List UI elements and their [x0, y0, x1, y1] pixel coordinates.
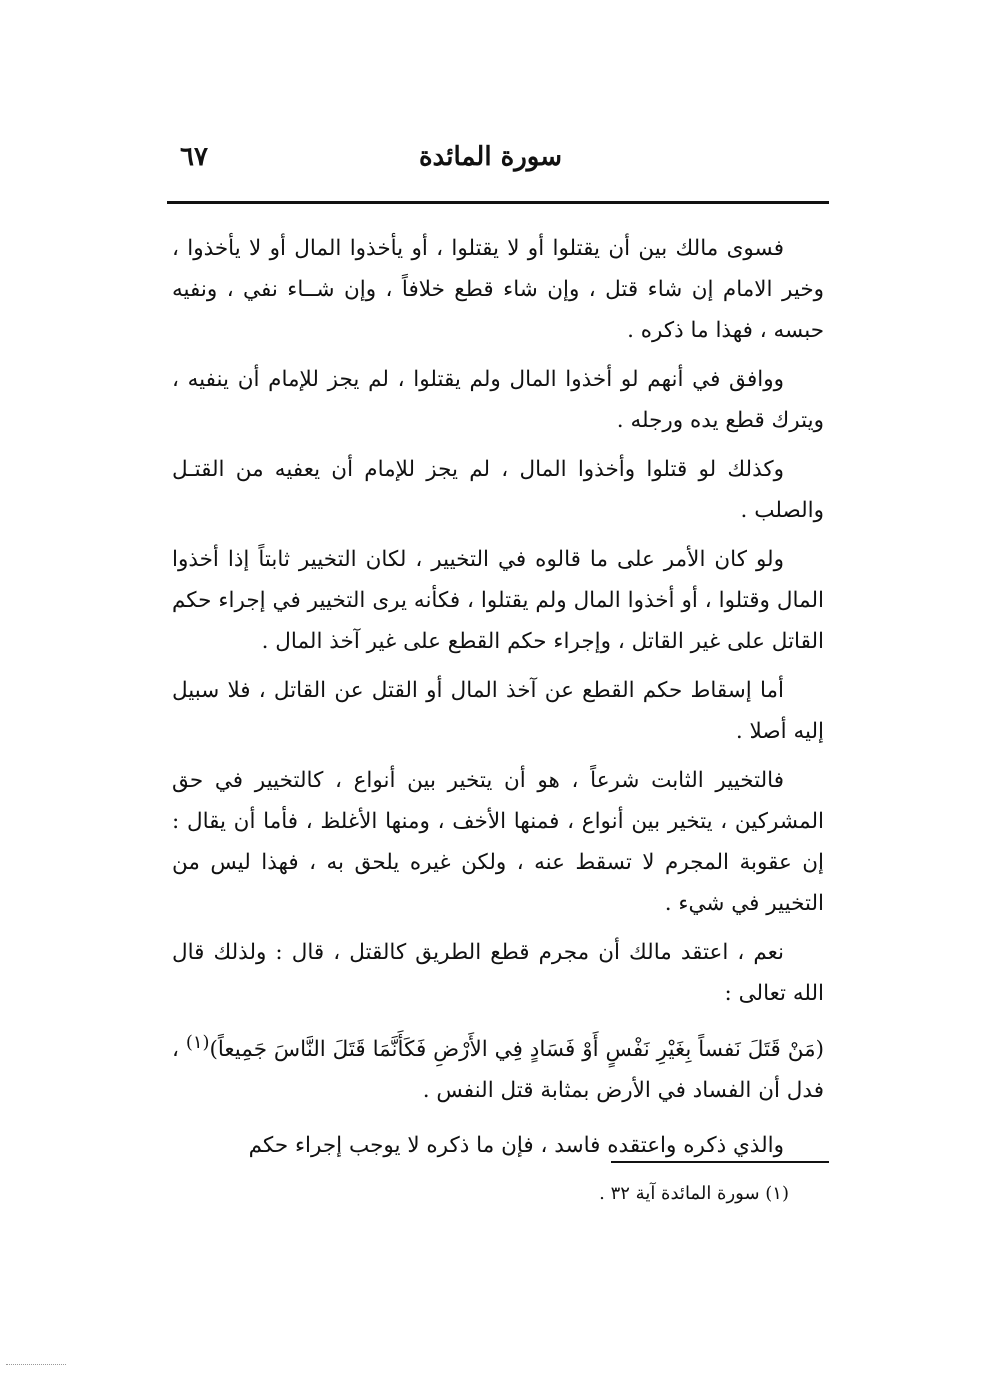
header-rule: [167, 201, 829, 204]
footnote: (١) سورة المائدة آية ٣٢ .: [599, 1183, 789, 1204]
footnote-rule: [611, 1161, 829, 1163]
paragraph: والذي ذكره واعتقده فاسد ، فإن ما ذكره لا يوجب إجراء حكم: [248, 1133, 784, 1159]
running-title: سورة المائدة: [418, 142, 562, 172]
paragraph: أما إسقاط حكم القطع عن آخذ المال أو القتل عن القاتل ، فلا سبيل إليه أصلا .: [172, 678, 824, 744]
page-number: ٦٧: [180, 142, 208, 172]
paragraph: ولو كان الأمر على ما قالوه في التخيير ، لكان التخيير ثابتاً إذا أخذوا المال وقتلوا ، أو أخذوا المال ولم يقتلوا ، فكأنه يرى التخيير في إجراء حكم القاتل على غير القاتل ، وإجراء حكم القطع على غير آخذ المال .: [172, 547, 824, 654]
page-header: [172, 138, 832, 190]
paragraph: فالتخيير الثابت شرعاً ، هو أن يتخير بين أنواع ، كالتخيير في حق المشركين ، يتخير بين أنواع ، فمنها الأخف ، ومنها الأغلظ ، فأما أن يقال : إن عقوبة المجرم لا تسقط عنه ، ولكن غيره يلحق به ، فهذا ليس من التخيير في شيء .: [172, 768, 824, 916]
footnote-marker: (١): [185, 1032, 210, 1053]
paragraph: ووافق في أنهم لو أخذوا المال ولم يقتلوا ، لم يجز للإمام أن ينفيه ، ويترك قطع يده ورجله .: [172, 367, 824, 433]
quote-after: ، فدل أن الفساد في الأرض بمثابة قتل النفس .: [172, 1037, 824, 1104]
quran-quote: [172, 1022, 824, 1111]
paragraph: نعم ، اعتقد مالك أن مجرم قطع الطريق كالقتل ، قال : ولذلك قال الله تعالى :: [172, 940, 824, 1006]
paragraph: وكذلك لو قتلوا وأخذوا المال ، لم يجز للإمام أن يعفيه من القتـل والصلب .: [172, 457, 824, 523]
paragraph: فسوى مالك بين أن يقتلوا أو لا يقتلوا ، أو يأخذوا المال أو لا يأخذوا ، وخير الامام إن شاء قتل ، وإن شاء قطع خلافاً ، وإن شــاء نفي ، ونفيه حبسه ، فهذا ما ذكره .: [172, 236, 824, 343]
body-text: [172, 228, 824, 1174]
scan-speck: [6, 1364, 66, 1366]
quote-verse: (مَنْ قَتَلَ نَفساً بِغَيْرِ نَفْسٍ أَوْ فَسَادٍ فِي الأَرْضِ فَكَأَنَّمَا قَتَلَ النَّاسَ جَمِيعاً): [209, 1037, 824, 1063]
